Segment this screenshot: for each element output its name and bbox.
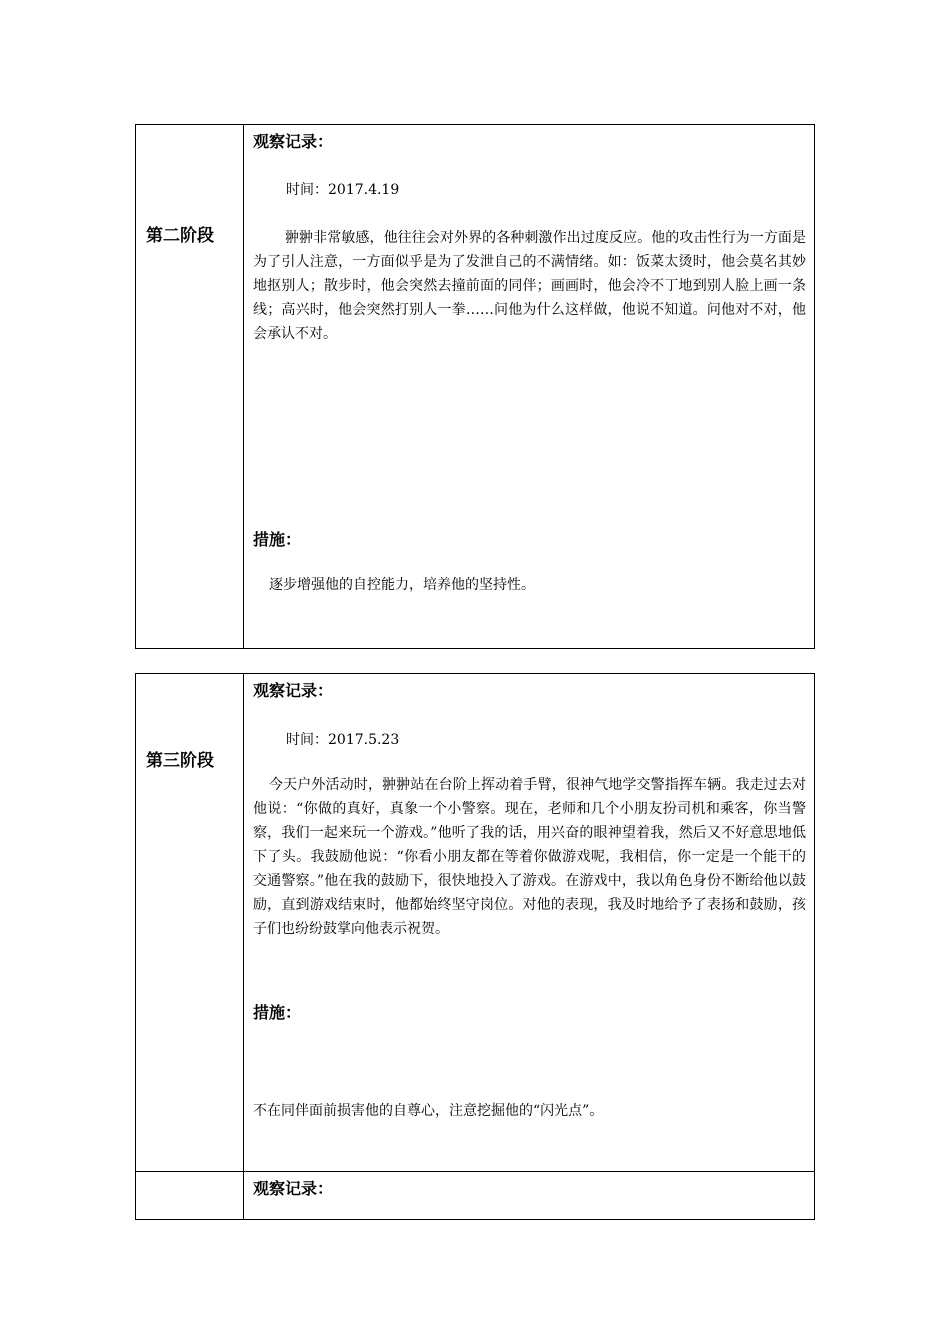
stage2-row bbox=[136, 125, 814, 648]
stage3-table bbox=[135, 673, 815, 1220]
next-label-cell bbox=[136, 1172, 244, 1219]
stage2-measures-text: 逐步增强他的自控能力，培养他的坚持性。 bbox=[269, 577, 535, 593]
stage3-row bbox=[136, 674, 814, 1171]
stage3-observation-heading: 观察记录： bbox=[253, 681, 334, 700]
next-observation-heading: 观察记录： bbox=[253, 1179, 334, 1198]
stage3-label: 第三阶段 bbox=[146, 751, 214, 771]
stage2-measures-heading: 措施： bbox=[253, 530, 302, 549]
stage2-content-cell bbox=[244, 125, 814, 648]
next-content-cell bbox=[244, 1172, 814, 1219]
stage2-time: 时间：2017.4.19 bbox=[286, 182, 400, 198]
stage3-time: 时间：2017.5.23 bbox=[286, 732, 400, 748]
stage2-observation-text: 翀翀非常敏感，他往往会对外界的各种刺激作出过度反应。他的攻击性行为一方面是为了引人注意，一方面似乎是为了发泄自己的不满情绪。如：饭菜太烫时，他会莫名其妙地抠别人；散步时，他会突然去撞前面的同伴；画画时，他会冷不丁地到别人脸上画一条线；高兴时，他会突然打别人一拳……问他为什么这样做，他说不知道。问他对不对，他会承认不对。 bbox=[253, 230, 806, 342]
stage3-measures-text: 不在同伴面前损害他的自尊心，注意挖掘他的“闪光点”。 bbox=[253, 1103, 604, 1119]
stage3-content-cell bbox=[244, 674, 814, 1171]
stage3-observation-text: 今天户外活动时，翀翀站在台阶上挥动着手臂，很神气地学交警指挥车辆。我走过去对他说：“你做的真好，真象一个小警察。现在，老师和几个小朋友扮司机和乘客，你当警察，我们一起来玩一个游戏。”他听了我的话，用兴奋的眼神望着我，然后又不好意思地低下了头。我鼓励他说：“你看小朋友都在等着你做游戏呢，我相信，你一定是一个能干的交通警察。”他在我的鼓励下，很快地投入了游戏。在游戏中，我以角色身份不断给他以鼓励，直到游戏结束时，他都始终坚守岗位。对他的表现，我及时地给予了表扬和鼓励，孩子们也纷纷鼓掌向他表示祝贺。 bbox=[253, 777, 806, 937]
stage2-table bbox=[135, 124, 815, 649]
next-row bbox=[136, 1171, 814, 1219]
stage3-label-cell bbox=[136, 674, 244, 1171]
stage2-label: 第二阶段 bbox=[146, 226, 214, 246]
stage2-observation-heading: 观察记录： bbox=[253, 132, 334, 151]
stage2-label-cell bbox=[136, 125, 244, 648]
stage3-measures-heading: 措施： bbox=[253, 1003, 302, 1022]
